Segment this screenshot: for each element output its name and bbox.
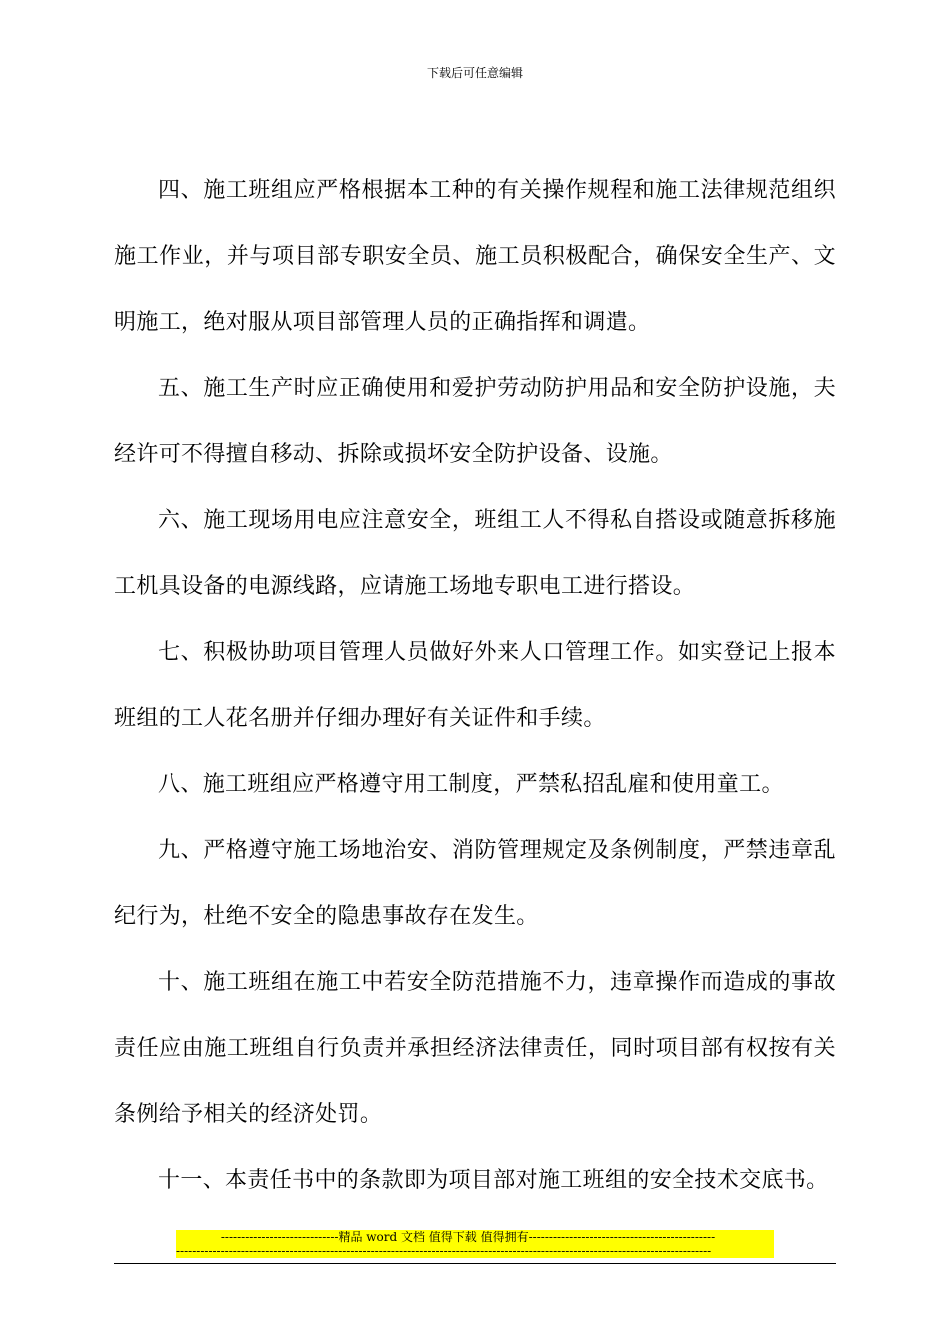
- footer-divider: [114, 1263, 836, 1264]
- footer-banner-line-1: -----------------------------精品 word 文档 值得下载 值得拥有----------------------------------------------: [220, 1230, 716, 1244]
- footer-banner: [176, 1230, 774, 1258]
- page-header: 下载后可任意编辑: [426, 66, 523, 80]
- clause-4-paragraph: 四、施工班组应严格根据本工种的有关操作规程和施工法律规范组织施工作业，并与项目部专职安全员、施工员积极配合，确保安全生产、文明施工，绝对服从项目部管理人员的正确指挥和调遣。: [114, 178, 836, 335]
- clause-11-paragraph: 十一、本责任书中的条款即为项目部对施工班组的安全技术交底书。: [158, 1168, 829, 1193]
- clause-8-paragraph: 八、施工班组应严格遵守用工制度，严禁私招乱雇和使用童工。: [158, 772, 784, 797]
- clause-5-paragraph: 五、施工生产时应正确使用和爱护劳动防护用品和安全防护设施，夫经许可不得擅自移动、拆除或损坏安全防护设备、设施。: [114, 376, 836, 467]
- clause-10-paragraph: 十、施工班组在施工中若安全防范措施不力，违章操作而造成的事故责任应由施工班组自行负责并承担经济法律责任，同时项目部有权按有关条例给予相关的经济处罚。: [114, 970, 836, 1127]
- footer-banner-line-2: ------------------------------------------------------------------------------------------------------------------------------------: [176, 1244, 712, 1258]
- clause-6-paragraph: 六、施工现场用电应注意安全，班组工人不得私自搭设或随意拆移施工机具设备的电源线路，应请施工场地专职电工进行搭设。: [114, 508, 836, 599]
- clause-9-paragraph: 九、严格遵守施工场地治安、消防管理规定及条例制度，严禁违章乱纪行为，杜绝不安全的隐患事故存在发生。: [114, 838, 836, 929]
- clause-7-paragraph: 七、积极协助项目管理人员做好外来人口管理工作。如实登记上报本班组的工人花名册并仔细办理好有关证件和手续。: [114, 640, 836, 731]
